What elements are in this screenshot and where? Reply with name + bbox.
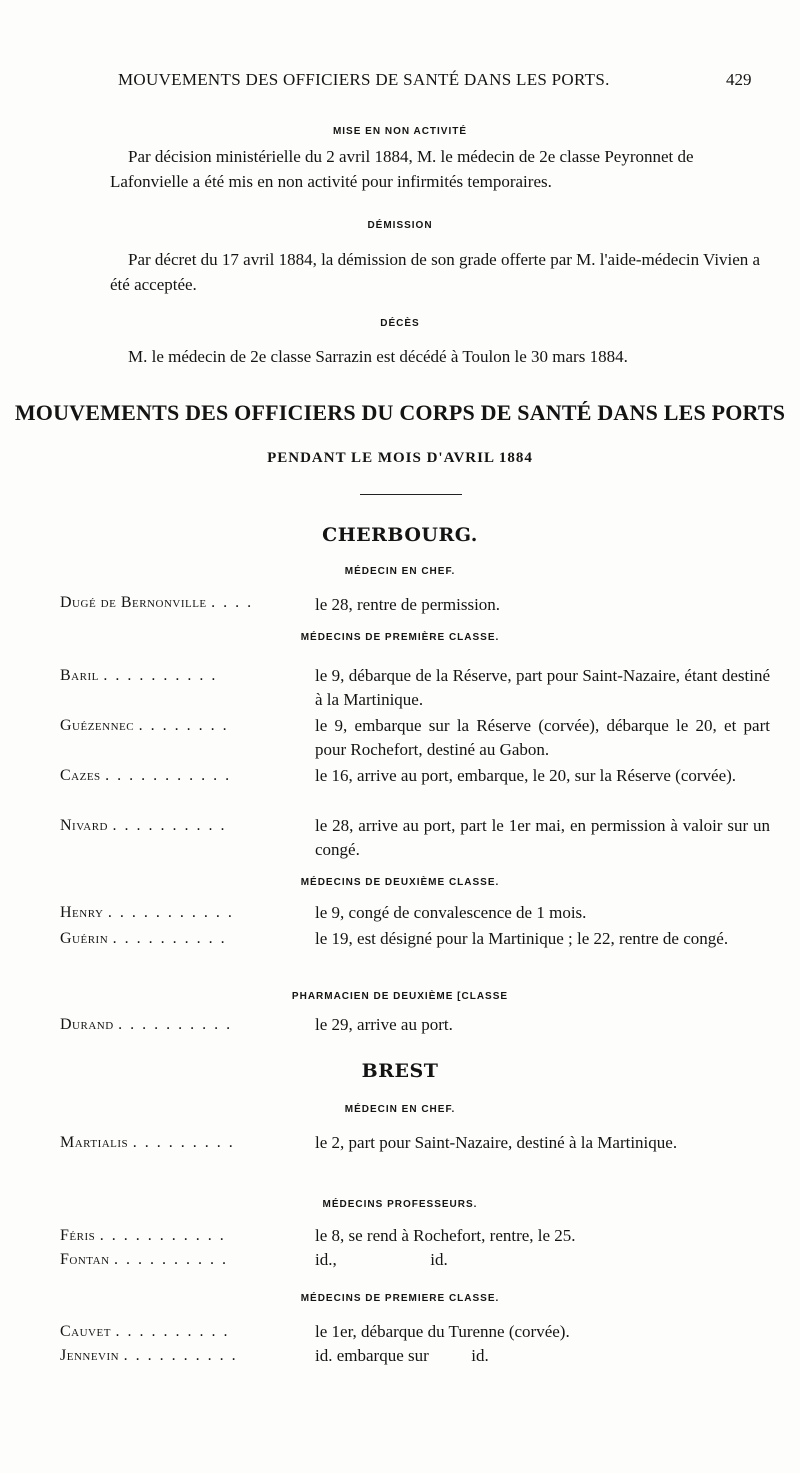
officer-name: Martialis . . . . . . . . . [60, 1134, 235, 1151]
officer-movement: le 9, congé de convalescence de 1 mois. [315, 903, 587, 922]
subsection-heading: MÉDECINS DE PREMIERE CLASSE. [300, 1293, 500, 1304]
officer-name: Guézennec . . . . . . . . [60, 717, 229, 734]
paragraph-deces: M. le médecin de 2e classe Sarrazin est décédé à Toulon le 30 mars 1884. [128, 347, 628, 366]
officer-name: Féris . . . . . . . . . . . [60, 1227, 226, 1244]
officer-name: Jennevin . . . . . . . . . . [60, 1347, 238, 1364]
subsection-heading: MÉDECINS DE DEUXIÈME CLASSE. [300, 877, 500, 888]
officer-movement: le 1er, débarque du Turenne (corvée). [315, 1322, 570, 1341]
officer-name: Guérin . . . . . . . . . . [60, 930, 227, 947]
officer-name: Fontan . . . . . . . . . . [60, 1251, 229, 1268]
officer-movement: le 29, arrive au port. [315, 1015, 453, 1034]
officer-name: Dugé de Bernonville . . . . [60, 594, 254, 611]
officer-movement: le 8, se rend à Rochefort, rentre, le 25. [315, 1226, 576, 1245]
officer-name: Cazes . . . . . . . . . . . [60, 767, 232, 784]
officer-movement: le 9, embarque sur la Réserve (corvée), débarque le 20, et part pour Rochefort, destiné au Gabon. [315, 716, 770, 759]
officer-movement: le 16, arrive au port, embarque, le 20, sur la Réserve (corvée). [315, 766, 737, 785]
officer-movement: le 28, rentre de permission. [315, 595, 501, 614]
subsection-heading: MÉDECIN EN CHEF. [344, 566, 456, 577]
paragraph-demission: Par décret du 17 avril 1884, la démission de son grade offerte par M. l'aide-médecin Vivien a été acceptée. [110, 250, 761, 294]
subsection-heading: PHARMACIEN DE DEUXIÈME [CLASSE [291, 991, 509, 1002]
section-heading-demission: DÉMISSION [367, 220, 433, 231]
officer-movement: le 9, débarque de la Réserve, part pour Saint-Nazaire, étant destiné à la Martinique. [315, 666, 770, 709]
page-number: 429 [726, 70, 752, 89]
main-title: MOUVEMENTS DES OFFICIERS DU CORPS DE SANTÉ DANS LES PORTS [14, 400, 786, 425]
officer-name: Durand . . . . . . . . . . [60, 1016, 233, 1033]
port-title-cherbourg: CHERBOURG. [322, 524, 478, 546]
running-header: MOUVEMENTS DES OFFICIERS DE SANTÉ DANS LES PORTS. [118, 70, 610, 89]
officer-movement: id. embarque sur id. [315, 1346, 489, 1365]
officer-name: Cauvet . . . . . . . . . . [60, 1323, 230, 1340]
section-heading-non-activite: MISE EN NON ACTIVITÉ [332, 126, 468, 137]
main-subtitle: PENDANT LE MOIS D'AVRIL 1884 [267, 450, 533, 466]
title-rule [360, 494, 462, 495]
officer-name: Nivard . . . . . . . . . . [60, 817, 227, 834]
subsection-heading: MÉDECINS DE PREMIÈRE CLASSE. [300, 632, 500, 643]
officer-name: Baril . . . . . . . . . . [60, 667, 218, 684]
subsection-heading: MÉDECIN EN CHEF. [344, 1104, 456, 1115]
officer-movement: le 2, part pour Saint-Nazaire, destiné à la Martinique. [315, 1133, 678, 1152]
section-heading-deces: DÉCÈS [380, 318, 420, 329]
port-title-brest: BREST [361, 1060, 439, 1082]
officer-name: Henry . . . . . . . . . . . [60, 904, 234, 921]
subsection-heading: MÉDECINS PROFESSEURS. [322, 1199, 478, 1210]
paragraph-non-activite: Par décision ministérielle du 2 avril 1884, M. le médecin de 2e classe Peyronnet de Lafonvielle a été mis en non activité pour infirmités temporaires. [110, 147, 694, 191]
officer-movement: le 28, arrive au port, part le 1er mai, en permission à valoir sur un congé. [315, 816, 770, 859]
officer-movement: le 19, est désigné pour la Martinique ; le 22, rentre de congé. [315, 929, 729, 948]
officer-movement: id., id. [315, 1250, 448, 1269]
